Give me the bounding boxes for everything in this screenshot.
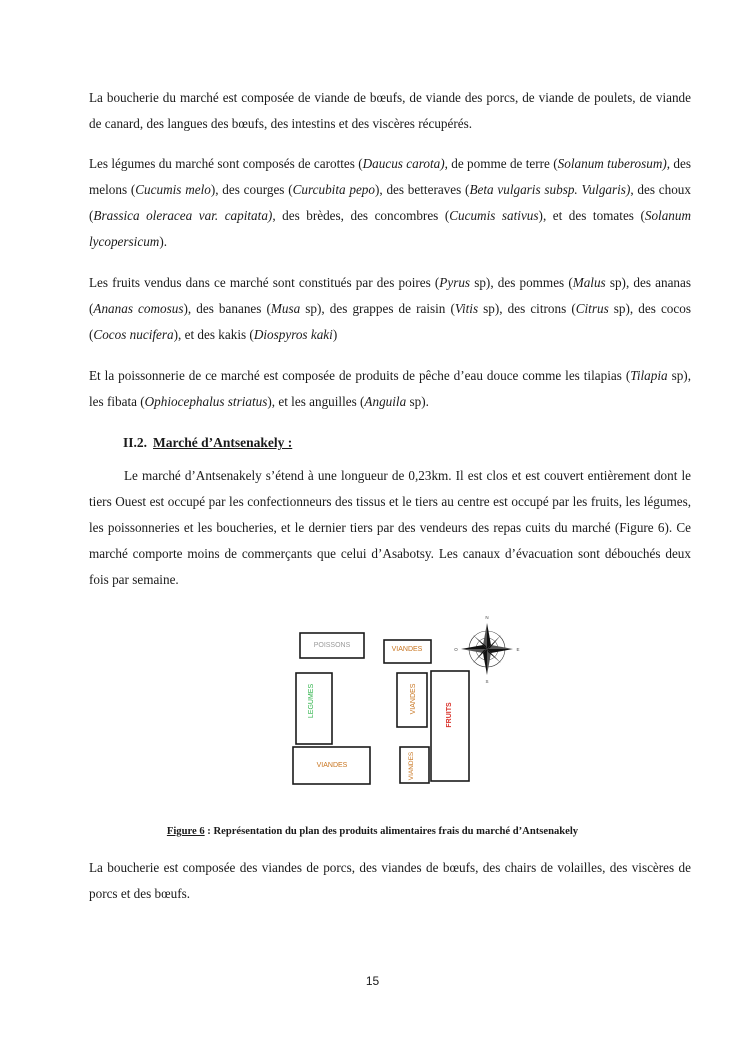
species-name: Citrus [575,301,609,316]
figure-caption-text: : Représentation du plan des produits alimentaires frais du marché d’Antsenakely [204,826,579,837]
paragraph-boucherie-antsenakely: La boucherie est composée des viandes de porcs, des viandes de bœufs, des chairs de volailles, des viscères de porcs et des bœufs. [89,860,691,901]
species-name: Brassica oleracea var. capitata) [93,208,273,223]
paragraph-legumes: Les légumes du marché sont composés de carottes (Daucus carota), de pomme de terre (Solanum tuberosum), des melons (Cucumis melo), des courges (Curcubita pepo), des betteraves (Beta vulgaris subsp. Vulgaris), des choux (Brassica oleracea var. capitata), des brèdes, des concombres (Cucumis sativus), et des tomates (Solanum lycopersicum). [89,156,691,249]
species-name: Solanum tuberosum) [557,156,667,171]
viandes-mid-label: VIANDES [410,683,417,715]
viandes-bottom-small-label: VIANDES [408,751,415,781]
species-name: Daucus carota) [362,156,445,171]
species-name: Beta vulgaris subsp. Vulgaris) [469,182,631,197]
species-name: Diospyros kaki [253,327,333,342]
compass-north-label: N [485,615,489,620]
viandes-top-label: VIANDES [391,646,423,653]
species-name: Ophiocephalus striatus [144,394,268,409]
paragraph-antsenakely: Le marché d’Antsenakely s’étend à une longueur de 0,23km. Il est clos et est couvert entièrement dont le tiers Ouest est occupé par les confectionneurs des tissus et le tiers au centre est occupé par les fruits, les légumes, les poissonneries et les boucheries, et le dernier tiers par des vendeurs des repas cuits du marché (Figure 6). Ce marché comporte moins de commerçants que celui d’Asabotsy. Les canaux d’évacuation sont débouchés deux fois par semaine. [89,468,691,587]
paragraph-fruits: Les fruits vendus dans ce marché sont constitués par des poires (Pyrus sp), des pommes (Malus sp), des ananas (Ananas comosus), des bananes (Musa sp), des grappes de raisin (Vitis sp), des citrons (Citrus sp), des cocos (Cocos nucifera), et des kakis (Diospyros kaki) [89,275,691,342]
poissons-label: POISSONS [313,642,351,649]
market-plan-figure [285,607,525,792]
compass-west-label: O [454,647,458,652]
species-name: Cocos nucifera [93,327,174,342]
compass-east-label: E [516,647,520,652]
paragraph-poissonnerie: Et la poissonnerie de ce marché est composée de produits de pêche d’eau douce comme les tilapias (Tilapia sp), les fibata (Ophiocephalus striatus), et les anguilles (Anguila sp). [89,368,691,409]
species-name: Solanum lycopersicum [89,208,691,249]
compass-south-label: S [485,679,489,684]
species-name: Malus [572,275,606,290]
species-name: Vitis [454,301,479,316]
species-name: Cucumis melo [135,182,211,197]
page-number: 15 [365,974,380,988]
section-title: Marché d’Antsenakely : [153,435,293,450]
market-plan-diagram [285,607,525,787]
legumes-label: LEGUMES [308,683,315,719]
viandes-bottom-left-label: VIANDES [316,762,348,769]
fruits-label: FRUITS [446,702,453,728]
species-name: Tilapia [630,368,668,383]
species-name: Anguila [364,394,407,409]
species-name: Cucumis sativus [449,208,539,223]
species-name: Musa [270,301,301,316]
species-name: Pyrus [439,275,471,290]
paragraph-boucherie: La boucherie du marché est composée de viande de bœufs, de viande des porcs, de viande de poulets, de viande de canard, des langues des bœufs, des intestins et des viscères récupérés. [89,90,691,131]
section-number: II.2. [123,435,148,450]
species-name: Ananas comosus [93,301,184,316]
figure-caption [0,826,745,837]
figure-caption-label: Figure 6 [166,826,205,837]
section-heading [123,430,292,456]
species-name: Curcubita pepo [292,182,375,197]
